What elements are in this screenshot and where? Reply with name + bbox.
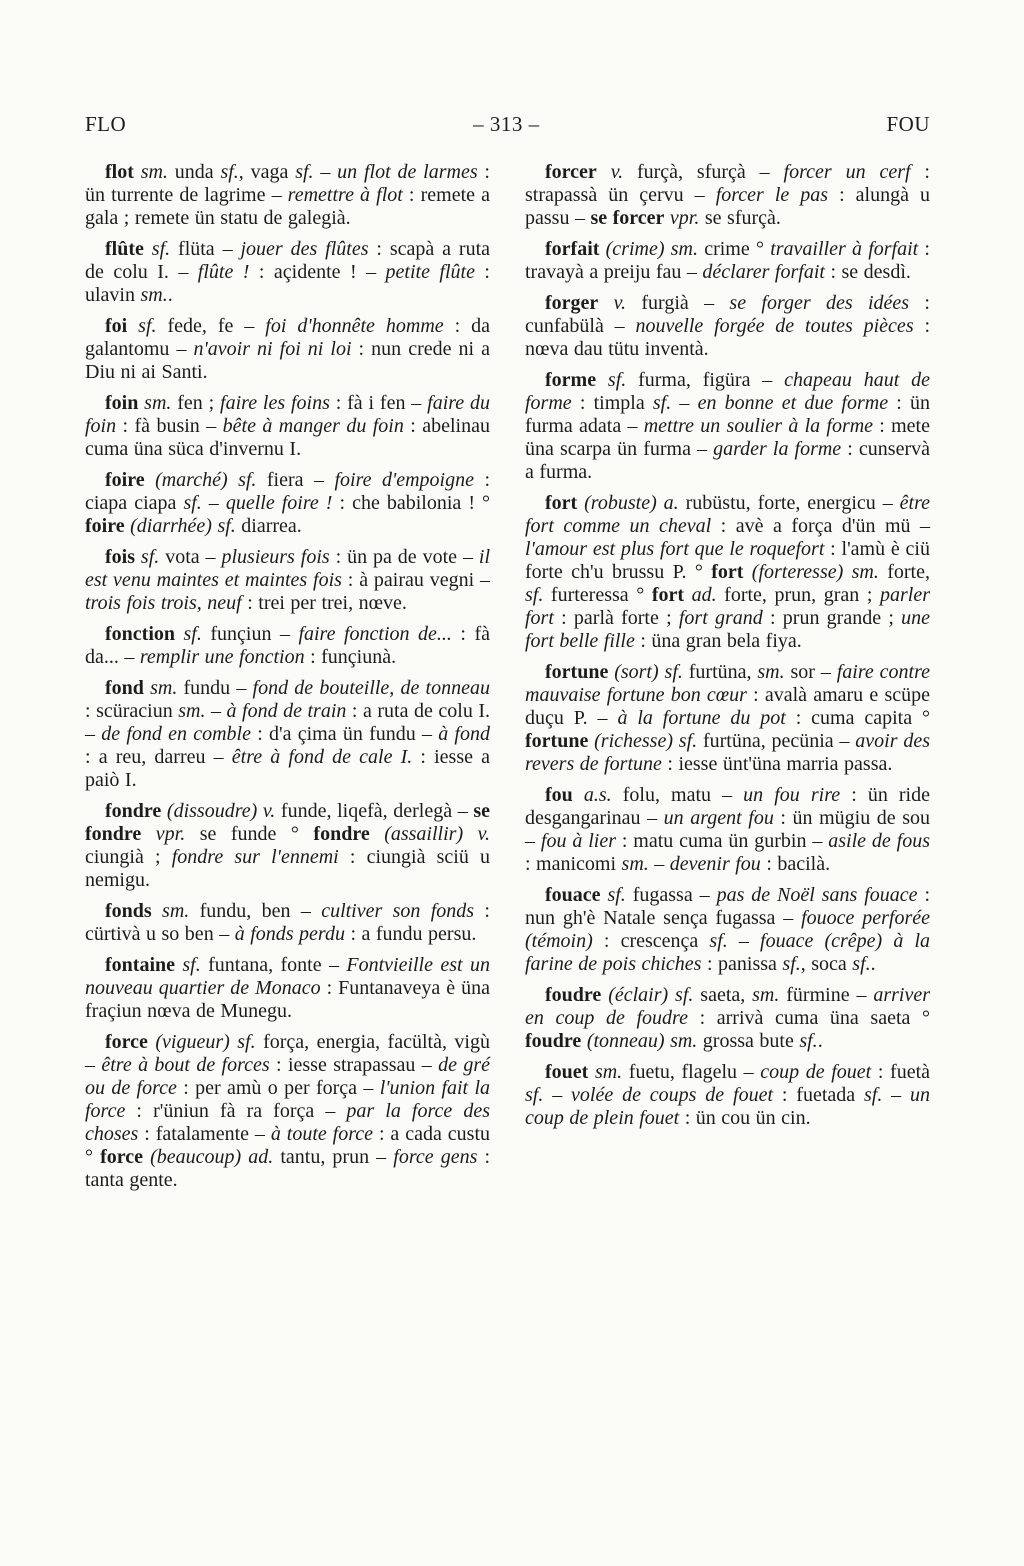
entry-text: : trei per trei, nœve.: [241, 592, 407, 614]
entry-text: fouoce perforée (témoin): [525, 907, 930, 952]
entry-text: sm.: [151, 900, 200, 922]
entry-text: : fà i fen –: [329, 392, 428, 414]
entry-text: : prun grande ;: [762, 607, 902, 629]
dictionary-entry: [525, 661, 930, 776]
entry-text: furma, figüra –: [638, 369, 785, 391]
entry-text: vota –: [165, 546, 222, 568]
entry-text: furtüna, pecünia –: [702, 730, 856, 752]
entry-text: pas de Noël sans fouace: [716, 884, 918, 906]
entry-text: (forteresse) sm.: [743, 561, 888, 583]
entry-text: fundu, ben –: [199, 900, 322, 922]
entry-text: sf.: [863, 1084, 883, 1106]
entry-text: : nœva dau tütu inventà.: [525, 315, 931, 360]
entry-text: diarrea.: [241, 515, 302, 537]
entry-text: sf.: [135, 546, 166, 568]
headword: fou: [545, 784, 573, 806]
headword: fond: [105, 677, 144, 699]
entry-text: furtüna,: [688, 661, 758, 683]
entry-text: : cunfabülà –: [525, 292, 930, 337]
entry-text: déclarer forfait: [702, 261, 825, 283]
dictionary-entry: [525, 984, 930, 1053]
text-columns: [85, 161, 930, 1192]
entry-text: bête à manger du foin: [222, 415, 404, 437]
entry-text: (vigueur) sf.: [147, 1031, 264, 1053]
entry-text: –: [648, 853, 670, 875]
dictionary-entry: [85, 161, 490, 230]
dictionary-entry: [525, 784, 930, 876]
entry-text: forte, prun, gran ;: [724, 584, 880, 606]
dictionary-entry: [85, 546, 490, 615]
entry-text: : che babilonia ! °: [332, 492, 491, 514]
entry-text: un fou rire: [743, 784, 841, 806]
entry-text: fundu –: [183, 677, 253, 699]
entry-text: : ün furma adata –: [525, 392, 931, 437]
entry-text: : iesse strapassau –: [269, 1054, 439, 1076]
entry-text: foi d'honnête homme: [265, 315, 444, 337]
dictionary-entry: [525, 1061, 930, 1130]
entry-text: (assaillir) v.: [369, 823, 490, 845]
entry-text: : nun gh'è Natale sença fugassa –: [525, 884, 931, 929]
entry-text: fou à lier: [540, 830, 616, 852]
entry-text: (éclair) sf.: [601, 984, 701, 1006]
entry-text: en bonne et due forme: [697, 392, 889, 414]
dictionary-entry: [85, 315, 490, 384]
entry-text: il est venu maintes et maintes fois: [85, 546, 491, 591]
entry-text: (crime) sm.: [599, 238, 705, 260]
entry-text: flûte !: [197, 261, 250, 283]
entry-text: : ün cou ün cin.: [679, 1107, 811, 1129]
entry-text: être fort comme un cheval: [525, 492, 931, 537]
entry-text: n'avoir ni foi ni loi: [193, 338, 352, 360]
headword: fonds: [105, 900, 152, 922]
headword: fort: [651, 584, 685, 606]
dictionary-entry: [85, 238, 490, 307]
entry-text: : iesse ünt'üna marria passa.: [661, 753, 893, 775]
entry-text: de gré ou de force: [85, 1054, 491, 1099]
entry-text: sm.: [140, 284, 168, 306]
entry-text: : fuetada: [773, 1084, 864, 1106]
entry-text: : per amù o per força –: [176, 1077, 380, 1099]
entry-text: (richesse) sf.: [588, 730, 703, 752]
entry-text: à fond: [438, 723, 490, 745]
entry-text: : funçiunà.: [304, 646, 397, 668]
entry-text: vpr.: [141, 823, 200, 845]
entry-text: : arrivà cuma üna saeta °: [687, 1007, 931, 1029]
headword: force: [100, 1146, 144, 1168]
entry-text: à la fortune du pot: [617, 707, 786, 729]
entry-text: , vaga: [238, 161, 296, 183]
entry-text: : panissa: [701, 953, 783, 975]
entry-text: rubüstu, forte, energicu –: [685, 492, 900, 514]
entry-text: fiera –: [266, 469, 335, 491]
entry-text: : iesse a paiò I.: [85, 746, 491, 791]
entry-text: sf.: [220, 161, 239, 183]
headword: foi: [105, 315, 128, 337]
entry-text: : travayà a preiju fau –: [525, 238, 930, 283]
entry-text: se funde °: [199, 823, 314, 845]
headword: force: [105, 1031, 148, 1053]
headword: fort: [545, 492, 578, 514]
entry-text: .: [167, 284, 173, 306]
entry-text: : a reu, darreu –: [85, 746, 232, 768]
entry-text: –: [201, 492, 226, 514]
headword: fontaine: [105, 954, 175, 976]
headword: forger: [545, 292, 599, 314]
entry-text: : scapà a ruta de colu I. –: [85, 238, 491, 283]
entry-text: sf.: [709, 930, 728, 952]
entry-text: l'amour est plus fort que le roquefort: [525, 538, 825, 560]
entry-text: chapeau haut de forme: [525, 369, 931, 414]
entry-text: : strapassà ün çervu –: [525, 161, 930, 206]
entry-text: crime °: [704, 238, 771, 260]
entry-text: : a ruta de colu I. –: [85, 700, 491, 745]
entry-text: furteressa °: [543, 584, 652, 606]
entry-text: garder la forme: [713, 438, 842, 460]
entry-text: parler fort: [525, 584, 930, 629]
headword: fortune: [525, 730, 589, 752]
entry-text: volée de coups de fouet: [571, 1084, 774, 1106]
entry-text: ciungià ;: [85, 846, 172, 868]
entry-text: Fontvieille est un nouveau quartier de Monaco: [85, 954, 490, 999]
entry-text: à fonds perdu: [234, 923, 345, 945]
entry-text: : cunservà a furma.: [525, 438, 930, 483]
headword: fouace: [545, 884, 601, 906]
headword: forfait: [545, 238, 600, 260]
entry-text: sf.: [525, 584, 544, 606]
entry-text: quelle foire !: [225, 492, 333, 514]
entry-text: ad.: [684, 584, 725, 606]
dictionary-entry: [85, 954, 490, 1023]
entry-text: : tanta gente.: [85, 1146, 491, 1191]
entry-text: : parlà forte ;: [553, 607, 679, 629]
entry-text: : ün ride desgangarinau –: [525, 784, 930, 829]
entry-text: trois fois trois, neuf: [85, 592, 242, 614]
dictionary-entry: [525, 238, 930, 284]
dictionary-entry: [85, 677, 490, 792]
entry-text: fond de bouteille, de tonneau: [252, 677, 490, 699]
entry-text: : ün mügiu de sou –: [525, 807, 930, 852]
entry-text: remettre à flot: [287, 184, 403, 206]
entry-text: : fà da... –: [85, 623, 490, 668]
entry-text: saeta,: [700, 984, 753, 1006]
headword: forcer: [545, 161, 597, 183]
entry-text: à fond de train: [226, 700, 347, 722]
entry-text: : abelinau cuma üna süca d'invernu I.: [85, 415, 490, 460]
entry-text: se forger des idées: [729, 292, 910, 314]
entry-text: l'union fait la force: [85, 1077, 491, 1122]
dictionary-entry: [85, 623, 490, 669]
entry-text: sm.: [757, 661, 785, 683]
entry-text: jouer des flûtes: [240, 238, 369, 260]
entry-text: sf.: [175, 954, 209, 976]
entry-text: faire fonction de...: [298, 623, 452, 645]
entry-text: un coup de plein fouet: [525, 1084, 931, 1129]
entry-text: : Funtanaveya è üna fraçiun nœva de Munegu.: [85, 977, 490, 1022]
entry-text: : nun crede ni a Diu ni ai Santi.: [85, 338, 490, 383]
entry-text: sf.: [175, 623, 211, 645]
entry-text: –: [727, 930, 761, 952]
dictionary-entry: [525, 292, 930, 361]
entry-text: sm.: [138, 392, 178, 414]
entry-text: sf.: [143, 238, 179, 260]
entry-text: fen ;: [177, 392, 221, 414]
entry-text: (beaucoup) ad.: [143, 1146, 281, 1168]
entry-text: : üna gran bela fiya.: [634, 630, 802, 652]
dictionary-entry: [85, 1031, 490, 1192]
entry-text: arriver en coup de foudre: [525, 984, 931, 1029]
entry-text: nouvelle forgée de toutes pièces: [635, 315, 914, 337]
entry-text: sm.: [133, 161, 175, 183]
guide-word-left: FLO: [85, 112, 127, 136]
entry-text: fede, fe –: [167, 315, 266, 337]
entry-text: : fuetà: [871, 1061, 931, 1083]
guide-word-right: FOU: [886, 112, 930, 136]
headword: fouet: [545, 1061, 589, 1083]
entry-text: : ulavin: [85, 261, 490, 306]
entry-text: (marché) sf.: [144, 469, 267, 491]
headword: foire: [105, 469, 145, 491]
entry-text: : manicomi: [525, 853, 622, 875]
entry-text: a.s.: [572, 784, 623, 806]
entry-text: (diarrhée) sf.: [124, 515, 242, 537]
entry-text: petite flûte: [385, 261, 475, 283]
entry-text: sf.: [525, 1084, 544, 1106]
entry-text: cultiver son fonds: [321, 900, 475, 922]
entry-text: : alungà u passu –: [525, 184, 930, 229]
entry-text: vpr.: [664, 207, 705, 229]
entry-text: : remete a gala ; remete ün statu de galegià.: [85, 184, 490, 229]
entry-text: être à fond de cale I.: [231, 746, 413, 768]
entry-text: : avè a força d'ün mü –: [711, 515, 930, 537]
entry-text: de fond en comble: [101, 723, 251, 745]
entry-text: : açidente ! –: [249, 261, 386, 283]
entry-text: sf.: [183, 492, 202, 514]
headword: se forcer: [590, 207, 665, 229]
entry-text: forcer le pas: [715, 184, 829, 206]
headword: fonction: [105, 623, 175, 645]
headword: foudre: [525, 1030, 582, 1052]
page-number: – 313 –: [473, 112, 540, 136]
entry-text: : à pairau vegni –: [341, 569, 491, 591]
entry-text: : crescença: [592, 930, 710, 952]
entry-text: remplir une fonction: [139, 646, 305, 668]
entry-text: avoir des revers de fortune: [525, 730, 930, 775]
headword: fort: [711, 561, 744, 583]
entry-text: : a fundu persu.: [344, 923, 477, 945]
headword: fois: [105, 546, 135, 568]
headword: flûte: [105, 238, 144, 260]
entry-text: furçà, sfurçà –: [636, 161, 784, 183]
entry-text: fondre sur l'ennemi: [171, 846, 339, 868]
entry-text: force gens: [393, 1146, 478, 1168]
left-column: [85, 161, 490, 1192]
headword: foin: [105, 392, 139, 414]
entry-text: forte,: [887, 561, 930, 583]
entry-text: (tonneau) sm.: [581, 1030, 703, 1052]
entry-text: fort grand: [678, 607, 763, 629]
entry-text: travailler à forfait: [770, 238, 919, 260]
headword: foire: [85, 515, 125, 537]
entry-text: sf.: [799, 1030, 818, 1052]
entry-text: : mete üna scarpa ün furma –: [525, 415, 930, 460]
entry-text: sm.: [752, 984, 780, 1006]
entry-text: funtana, fonte –: [208, 954, 347, 976]
entry-text: : fatalamente –: [138, 1123, 271, 1145]
dictionary-entry: [525, 161, 930, 230]
entry-text: : ün turrente de lagrime –: [85, 161, 490, 206]
dictionary-entry: [85, 800, 490, 892]
entry-text: faire du foin: [85, 392, 491, 437]
headword: se fondre: [85, 800, 490, 845]
entry-text: asile de fous: [828, 830, 930, 852]
entry-text: mettre un soulier à la forme: [643, 415, 874, 437]
entry-text: sm.: [143, 677, 184, 699]
entry-text: funde, liqefà, derlegà –: [280, 800, 474, 822]
entry-text: un flot de larmes: [337, 161, 478, 183]
entry-text: sm.: [621, 853, 649, 875]
entry-text: sf.: [127, 315, 168, 337]
entry-text: : ciungià sciü u nemigu.: [85, 846, 490, 891]
entry-text: : cuma capita °: [785, 707, 930, 729]
entry-text: : l'amù è ciü forte ch'u brussu P. °: [525, 538, 930, 583]
entry-text: être à bout de forces: [101, 1054, 270, 1076]
headword: flot: [105, 161, 134, 183]
entry-text: .: [817, 1030, 823, 1052]
running-head: [85, 112, 930, 137]
entry-text: funçiun –: [210, 623, 299, 645]
entry-text: plusieurs fois: [221, 546, 330, 568]
entry-text: grossa bute: [702, 1030, 800, 1052]
entry-text: sf.: [596, 369, 639, 391]
entry-text: –: [313, 161, 338, 183]
entry-text: : a cada custu °: [85, 1123, 490, 1168]
entry-text: sf.: [600, 884, 633, 906]
entry-text: un argent fou: [663, 807, 774, 829]
entry-text: fürmine –: [779, 984, 874, 1006]
headword: foudre: [545, 984, 602, 1006]
entry-text: : avalà amaru e scüpe duçu P. –: [525, 684, 930, 729]
headword: fondre: [105, 800, 162, 822]
entry-text: : ciapa ciapa: [85, 469, 491, 514]
entry-text: : bacilà.: [760, 853, 831, 875]
entry-text: flüta –: [178, 238, 241, 260]
headword: forme: [545, 369, 597, 391]
entry-text: sm.: [178, 700, 206, 722]
entry-text: fugassa –: [632, 884, 717, 906]
entry-text: sf.: [652, 392, 672, 414]
entry-text: sf.: [852, 953, 871, 975]
entry-text: : matu cuma ün gurbin –: [615, 830, 829, 852]
entry-text: –: [882, 1084, 911, 1106]
entry-text: força, energia, facültà, vigù –: [85, 1031, 490, 1076]
entry-text: tantu, prun –: [280, 1146, 394, 1168]
entry-text: –: [671, 392, 698, 414]
dictionary-entry: [525, 884, 930, 976]
entry-text: : se desdì.: [824, 261, 911, 283]
dictionary-entry: [525, 369, 930, 484]
entry-text: : da galantomu –: [85, 315, 490, 360]
entry-text: sf.: [295, 161, 314, 183]
entry-text: : scüraciun: [85, 700, 179, 722]
entry-text: , soca: [800, 953, 853, 975]
entry-text: (sort) sf.: [608, 661, 689, 683]
headword: fortune: [545, 661, 609, 683]
entry-text: faire les foins: [220, 392, 330, 414]
entry-text: .: [870, 953, 876, 975]
entry-text: furgià –: [641, 292, 730, 314]
entry-text: v.: [598, 292, 642, 314]
entry-text: fouace (crêpe) à la farine de pois chiches: [525, 930, 931, 975]
entry-text: fuetu, flagelu –: [628, 1061, 761, 1083]
dictionary-entry: [525, 492, 930, 653]
entry-text: folu, matu –: [622, 784, 744, 806]
dictionary-entry: [85, 469, 490, 538]
right-column: [525, 161, 930, 1192]
entry-text: une fort belle fille: [525, 607, 930, 652]
entry-text: v.: [596, 161, 637, 183]
entry-text: : cürtivà u so ben –: [85, 900, 490, 945]
entry-text: –: [205, 700, 227, 722]
entry-text: forcer un cerf: [783, 161, 911, 183]
entry-text: –: [543, 1084, 572, 1106]
entry-text: sor –: [784, 661, 837, 683]
entry-text: coup de fouet: [760, 1061, 872, 1083]
entry-text: : r'üniun fà ra força –: [125, 1100, 347, 1122]
entry-text: (dissoudre) v.: [161, 800, 281, 822]
entry-text: : fà busin –: [116, 415, 223, 437]
entry-text: sf.: [782, 953, 801, 975]
headword: fondre: [313, 823, 370, 845]
dictionary-entry: [85, 392, 490, 461]
dictionary-entry: [85, 900, 490, 946]
entry-text: : ün pa de vote –: [329, 546, 479, 568]
entry-text: faire contre mauvaise fortune bon cœur: [525, 661, 930, 706]
entry-text: devenir fou: [669, 853, 761, 875]
entry-text: unda: [174, 161, 221, 183]
entry-text: se sfurçà.: [704, 207, 781, 229]
entry-text: : timpla: [571, 392, 653, 414]
entry-text: par la force des choses: [85, 1100, 490, 1145]
entry-text: : d'a çima ün fundu –: [251, 723, 439, 745]
entry-text: foire d'empoigne: [334, 469, 474, 491]
entry-text: (robuste) a.: [577, 492, 686, 514]
entry-text: sm.: [588, 1061, 629, 1083]
entry-text: à toute force: [270, 1123, 374, 1145]
